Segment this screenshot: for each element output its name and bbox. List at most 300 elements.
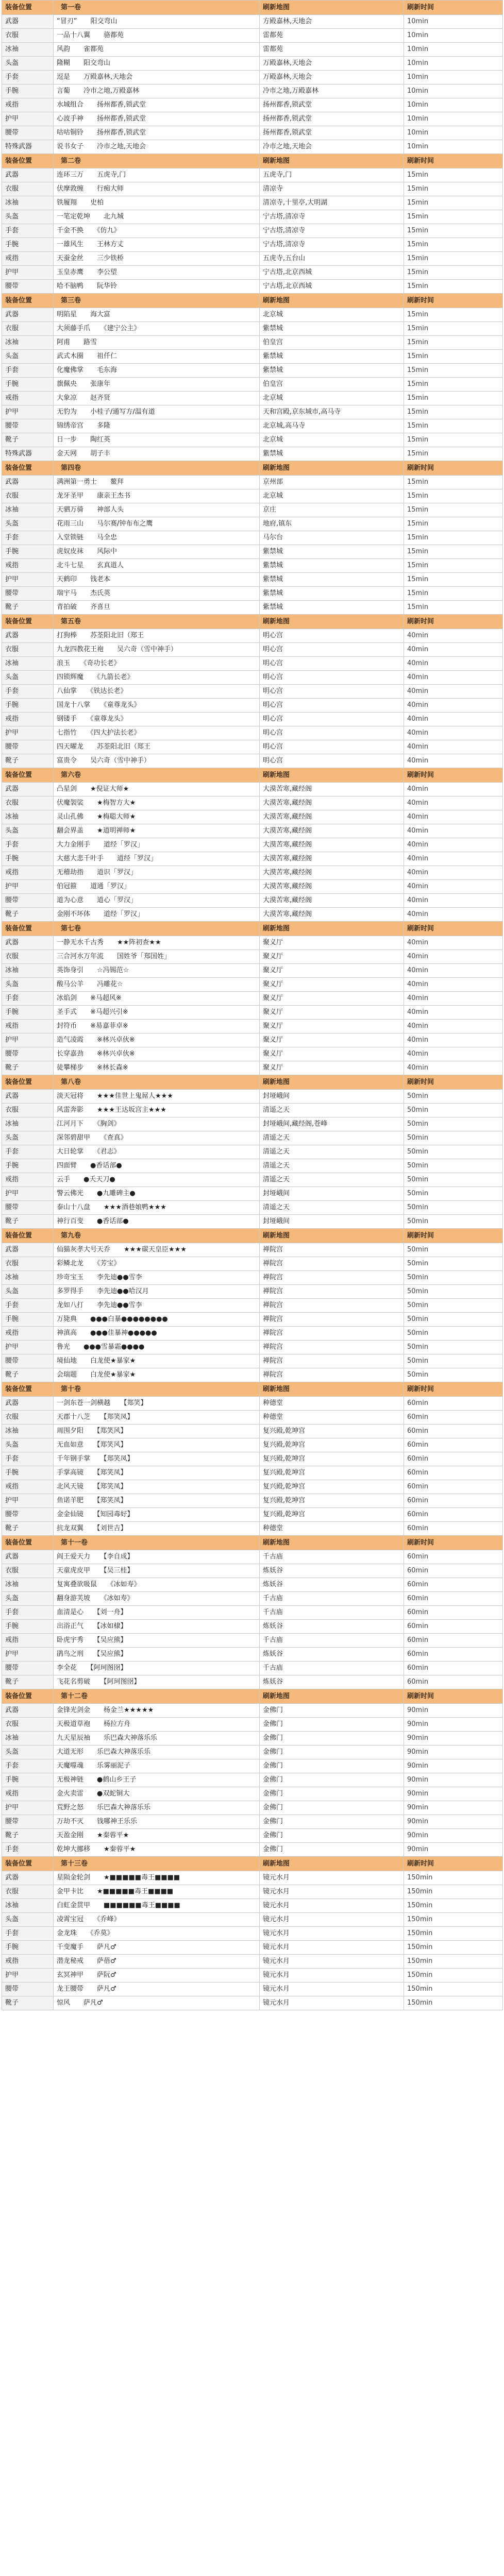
column-header-map: 刷新地图 xyxy=(260,615,404,629)
item-boss-cell: 伯冠箍 道通「罗汉」 xyxy=(54,880,260,894)
item-boss-cell: 天盈金刚 ★秦蓉平★ xyxy=(54,1829,260,1843)
refresh-time-cell: 10min xyxy=(404,29,503,43)
table-row xyxy=(2,182,503,196)
equip-slot-cell: 护甲 xyxy=(2,880,54,894)
equip-slot-cell: 手套 xyxy=(2,1759,54,1773)
volume-title: 第五卷 xyxy=(54,615,260,629)
item-boss-cell: 白虹金贯甲 ■■■■■■毒王■■■■ xyxy=(54,1899,260,1913)
refresh-map-cell: 北京城 xyxy=(260,433,404,447)
refresh-map-cell: 镜元水月 xyxy=(260,1871,404,1885)
refresh-map-cell: 大漠苦寒,藏经阁 xyxy=(260,894,404,908)
item-boss-cell: 玄冥神甲 萨阮♂ xyxy=(54,1969,260,1982)
volume-header-row xyxy=(2,461,503,476)
column-header-time: 刷新时间 xyxy=(404,1689,503,1704)
equip-slot-cell: 戒指 xyxy=(2,713,54,726)
table-row xyxy=(2,1425,503,1438)
refresh-map-cell: 明心宫 xyxy=(260,657,404,671)
refresh-time-cell: 60min xyxy=(404,1648,503,1662)
table-row xyxy=(2,1927,503,1941)
refresh-map-cell: 聚义厅 xyxy=(260,992,404,1006)
item-boss-cell: 言葡 冷市之地,万殿嘉林 xyxy=(54,84,260,98)
refresh-time-cell: 90min xyxy=(404,1829,503,1843)
column-header-time: 刷新时间 xyxy=(404,1382,503,1397)
column-header-time: 刷新时间 xyxy=(404,1229,503,1243)
item-boss-cell: 珍奇宝玉 李先迪●●雪李 xyxy=(54,1271,260,1285)
item-boss-cell: 满洲第一勇士 鳌拜 xyxy=(54,476,260,489)
refresh-time-cell: 40min xyxy=(404,824,503,838)
refresh-time-cell: 50min xyxy=(404,1327,503,1341)
table-row xyxy=(2,1885,503,1899)
item-boss-cell: 仙猫灰孝大号天乔 ★★★碳天皇臣★★★ xyxy=(54,1243,260,1257)
refresh-map-cell: 冷市之地,万殿嘉林 xyxy=(260,84,404,98)
item-boss-cell: 天蚕金丝 三少铁桥 xyxy=(54,252,260,266)
item-boss-cell: 千变魔手 萨凡♂ xyxy=(54,1941,260,1955)
table-row xyxy=(2,1006,503,1020)
refresh-map-cell: 北京城,高马寺 xyxy=(260,419,404,433)
equip-slot-cell: 戒指 xyxy=(2,559,54,573)
equip-slot-cell: 腰带 xyxy=(2,587,54,601)
refresh-time-cell: 15min xyxy=(404,447,503,461)
refresh-time-cell: 40min xyxy=(404,908,503,922)
table-row xyxy=(2,1090,503,1104)
item-boss-cell: 伏摩敦缠 行痴大师 xyxy=(54,182,260,196)
table-row xyxy=(2,1718,503,1732)
table-row xyxy=(2,1955,503,1969)
item-boss-cell: 圣手式 ※马超兴引※ xyxy=(54,1006,260,1020)
refresh-map-cell: 明心宫 xyxy=(260,629,404,643)
refresh-map-cell: 明心宫 xyxy=(260,713,404,726)
refresh-time-cell: 40min xyxy=(404,1020,503,1033)
equip-slot-cell: 头盔 xyxy=(2,350,54,364)
volume-title: 第六卷 xyxy=(54,768,260,783)
refresh-time-cell: 60min xyxy=(404,1522,503,1536)
table-row xyxy=(2,98,503,112)
table-row xyxy=(2,601,503,615)
table-row xyxy=(2,1397,503,1411)
item-boss-cell: 李全花 【阿珂图囹】 xyxy=(54,1662,260,1675)
table-row xyxy=(2,783,503,796)
item-boss-cell: 风韵 雀都苑 xyxy=(54,43,260,57)
equip-slot-cell: 头盔 xyxy=(2,57,54,71)
item-boss-cell: 鱼诺羊肥 【郑笑凤】 xyxy=(54,1494,260,1508)
refresh-map-cell: 聚义厅 xyxy=(260,1006,404,1020)
refresh-map-cell: 清遥之天 xyxy=(260,1159,404,1173)
equip-slot-cell: 腰带 xyxy=(2,740,54,754)
refresh-map-cell: 炼妖谷 xyxy=(260,1648,404,1662)
refresh-time-cell: 15min xyxy=(404,182,503,196)
refresh-map-cell: 镜元水月 xyxy=(260,1941,404,1955)
volume-header-row xyxy=(2,615,503,629)
refresh-time-cell: 60min xyxy=(404,1606,503,1620)
refresh-map-cell: 复兴殿,乾坤宫 xyxy=(260,1438,404,1452)
refresh-map-cell: 复兴殿,乾坤宫 xyxy=(260,1494,404,1508)
refresh-map-cell: 聚义厅 xyxy=(260,1061,404,1075)
table-row xyxy=(2,950,503,964)
equip-slot-cell: 腰带 xyxy=(2,1662,54,1675)
refresh-time-cell: 40min xyxy=(404,740,503,754)
equip-slot-cell: 靴子 xyxy=(2,1368,54,1382)
refresh-map-cell: 紫禁城 xyxy=(260,545,404,559)
refresh-time-cell: 50min xyxy=(404,1131,503,1145)
volume-header-row xyxy=(2,1536,503,1550)
item-boss-cell: 万毙典 ●●●白暴●●●●●●●● xyxy=(54,1313,260,1327)
table-row xyxy=(2,1299,503,1313)
refresh-map-cell: 马尔台 xyxy=(260,531,404,545)
equip-slot-cell: 护甲 xyxy=(2,266,54,280)
refresh-time-cell: 40min xyxy=(404,685,503,699)
item-boss-cell: 一雄风生 王林方丈 xyxy=(54,238,260,252)
equip-slot-cell: 手腕 xyxy=(2,1941,54,1955)
item-boss-cell: 会瑞题 白龙使★暴家★ xyxy=(54,1368,260,1382)
table-row xyxy=(2,838,503,852)
item-boss-cell: 一静无水千古秀 ★★阵初查★★ xyxy=(54,936,260,950)
table-row xyxy=(2,726,503,740)
refresh-map-cell: 封垭峨间 xyxy=(260,1090,404,1104)
column-header-slot: 装备位置 xyxy=(2,1689,54,1704)
table-row xyxy=(2,43,503,57)
equip-slot-cell: 靴子 xyxy=(2,1996,54,2010)
volume-header-row xyxy=(2,1075,503,1090)
table-row xyxy=(2,1438,503,1452)
refresh-time-cell: 15min xyxy=(404,238,503,252)
refresh-time-cell: 40min xyxy=(404,796,503,810)
refresh-map-cell: 复兴殿,乾坤宫 xyxy=(260,1480,404,1494)
refresh-map-cell: 金佛门 xyxy=(260,1732,404,1745)
table-row xyxy=(2,992,503,1006)
table-row xyxy=(2,1662,503,1675)
equip-slot-cell: 靴子 xyxy=(2,1522,54,1536)
item-boss-cell: 一剑东苍一剑横越 【郑笑】 xyxy=(54,1397,260,1411)
item-boss-cell: 长穿嘉劲 ※林兴卓伙※ xyxy=(54,1047,260,1061)
refresh-map-cell: 冷市之地,天地会 xyxy=(260,140,404,154)
refresh-time-cell: 150min xyxy=(404,1871,503,1885)
refresh-map-cell: 雷都苑 xyxy=(260,29,404,43)
item-boss-cell: 金天网 胡子丰 xyxy=(54,447,260,461)
equip-slot-cell: 头盔 xyxy=(2,671,54,685)
column-header-map: 刷新地图 xyxy=(260,1857,404,1871)
column-header-map: 刷新地图 xyxy=(260,1382,404,1397)
table-row xyxy=(2,740,503,754)
column-header-time: 刷新时间 xyxy=(404,768,503,783)
refresh-map-cell: 禅院宫 xyxy=(260,1354,404,1368)
table-row xyxy=(2,1131,503,1145)
refresh-map-cell: 千古庙 xyxy=(260,1592,404,1606)
table-row xyxy=(2,517,503,531)
table-row xyxy=(2,1341,503,1354)
refresh-time-cell: 40min xyxy=(404,713,503,726)
refresh-time-cell: 15min xyxy=(404,587,503,601)
refresh-map-cell: 复兴殿,乾坤宫 xyxy=(260,1452,404,1466)
column-header-slot: 装备位置 xyxy=(2,1382,54,1397)
equip-slot-cell: 头盔 xyxy=(2,1438,54,1452)
refresh-map-cell: 大漠苦寒,藏经阁 xyxy=(260,783,404,796)
refresh-map-cell: 千古庙 xyxy=(260,1606,404,1620)
equip-slot-cell: 护甲 xyxy=(2,1648,54,1662)
refresh-time-cell: 15min xyxy=(404,405,503,419)
item-boss-cell: 旗佩央 张康年 xyxy=(54,378,260,392)
refresh-map-cell: 京州部 xyxy=(260,476,404,489)
refresh-time-cell: 15min xyxy=(404,419,503,433)
table-row xyxy=(2,378,503,392)
equip-slot-cell: 衣服 xyxy=(2,1885,54,1899)
column-header-map: 刷新地图 xyxy=(260,1229,404,1243)
refresh-map-cell: 金佛门 xyxy=(260,1787,404,1801)
table-row xyxy=(2,1899,503,1913)
refresh-time-cell: 60min xyxy=(404,1620,503,1634)
column-header-slot: 装备位置 xyxy=(2,154,54,168)
item-boss-cell: 千年钢手掌 【郑笑凤】 xyxy=(54,1452,260,1466)
table-row xyxy=(2,392,503,405)
item-boss-cell: 伏魔袈裟 ★梅智方大★ xyxy=(54,796,260,810)
refresh-time-cell: 15min xyxy=(404,545,503,559)
refresh-time-cell: 15min xyxy=(404,531,503,545)
refresh-map-cell: 紫禁城 xyxy=(260,364,404,378)
table-row xyxy=(2,1354,503,1368)
volume-header-row xyxy=(2,1382,503,1397)
column-header-map: 刷新地图 xyxy=(260,922,404,936)
refresh-map-cell: 明心宫 xyxy=(260,754,404,768)
refresh-map-cell: 禅院宫 xyxy=(260,1257,404,1271)
equip-slot-cell: 腰带 xyxy=(2,280,54,294)
refresh-map-cell: 宁古塔,清凉寺 xyxy=(260,224,404,238)
refresh-time-cell: 10min xyxy=(404,57,503,71)
item-boss-cell: 飞花名剪破 【阿珂图囹】 xyxy=(54,1675,260,1689)
refresh-time-cell: 60min xyxy=(404,1592,503,1606)
refresh-map-cell: 大漠苦寒,藏经阁 xyxy=(260,824,404,838)
item-boss-cell: 天童虎皮甲 【吴三桂】 xyxy=(54,1564,260,1578)
equip-slot-cell: 衣服 xyxy=(2,950,54,964)
refresh-map-cell: 镜元水月 xyxy=(260,1927,404,1941)
equip-slot-cell: 武器 xyxy=(2,476,54,489)
refresh-map-cell: 天和宫殿,京东城市,高马寺 xyxy=(260,405,404,419)
refresh-map-cell: 镜元水月 xyxy=(260,1955,404,1969)
refresh-time-cell: 90min xyxy=(404,1787,503,1801)
refresh-map-cell: 金佛门 xyxy=(260,1704,404,1718)
item-boss-cell: 鲁光 ●●●雪暴霜●●●● xyxy=(54,1341,260,1354)
refresh-time-cell: 40min xyxy=(404,1047,503,1061)
equip-slot-cell: 手套 xyxy=(2,1299,54,1313)
refresh-time-cell: 40min xyxy=(404,726,503,740)
item-boss-cell: 神滇高 ●●●佳暴神●●●●● xyxy=(54,1327,260,1341)
refresh-map-cell: 禅院宫 xyxy=(260,1271,404,1285)
refresh-time-cell: 15min xyxy=(404,559,503,573)
table-row xyxy=(2,1843,503,1857)
table-row xyxy=(2,1648,503,1662)
equip-slot-cell: 武器 xyxy=(2,1243,54,1257)
refresh-time-cell: 15min xyxy=(404,280,503,294)
item-boss-cell: 四面臂 ●香话部● xyxy=(54,1159,260,1173)
equip-slot-cell: 武器 xyxy=(2,1704,54,1718)
refresh-map-cell: 千古庙 xyxy=(260,1662,404,1675)
equip-slot-cell: 冰袖 xyxy=(2,336,54,350)
refresh-map-cell: 大漠苦寒,藏经阁 xyxy=(260,908,404,922)
refresh-time-cell: 90min xyxy=(404,1843,503,1857)
refresh-map-cell: 禅院宫 xyxy=(260,1341,404,1354)
table-row xyxy=(2,1801,503,1815)
equip-slot-cell: 手腕 xyxy=(2,378,54,392)
equip-slot-cell: 衣服 xyxy=(2,29,54,43)
item-boss-cell: 明陷星 海大富 xyxy=(54,308,260,322)
equip-slot-cell: 特殊武器 xyxy=(2,140,54,154)
equip-slot-cell: 护甲 xyxy=(2,405,54,419)
refresh-map-cell: 千古庙 xyxy=(260,1550,404,1564)
refresh-map-cell: 封垭峨间,藏经阁,苍峰 xyxy=(260,1117,404,1131)
table-row xyxy=(2,433,503,447)
item-boss-cell: 富贵令 吴六奇（雪中神手） xyxy=(54,754,260,768)
refresh-map-cell: 金佛门 xyxy=(260,1745,404,1759)
column-header-slot: 装备位置 xyxy=(2,922,54,936)
table-row xyxy=(2,1257,503,1271)
table-row xyxy=(2,210,503,224)
refresh-time-cell: 50min xyxy=(404,1173,503,1187)
refresh-map-cell: 清遥之天 xyxy=(260,1173,404,1187)
refresh-map-cell: 金佛门 xyxy=(260,1773,404,1787)
refresh-time-cell: 15min xyxy=(404,476,503,489)
item-boss-cell: 大日轮掌 《君志》 xyxy=(54,1145,260,1159)
equip-slot-cell: 特殊武器 xyxy=(2,447,54,461)
item-boss-cell: 惊风 萨凡♂ xyxy=(54,1996,260,2010)
equip-slot-cell: 衣服 xyxy=(2,489,54,503)
equip-slot-cell: 武器 xyxy=(2,1090,54,1104)
equip-slot-cell: 手套 xyxy=(2,992,54,1006)
refresh-map-cell: 紫禁城 xyxy=(260,587,404,601)
equip-slot-cell: 腰带 xyxy=(2,419,54,433)
refresh-time-cell: 150min xyxy=(404,1927,503,1941)
refresh-time-cell: 15min xyxy=(404,252,503,266)
refresh-time-cell: 40min xyxy=(404,629,503,643)
refresh-map-cell: 金佛门 xyxy=(260,1801,404,1815)
item-boss-cell: 北风天镜 【郑笑凤】 xyxy=(54,1480,260,1494)
refresh-time-cell: 15min xyxy=(404,433,503,447)
equip-slot-cell: 衣服 xyxy=(2,1564,54,1578)
refresh-time-cell: 15min xyxy=(404,517,503,531)
refresh-time-cell: 40min xyxy=(404,1061,503,1075)
equip-slot-cell: 头盔 xyxy=(2,1913,54,1927)
item-boss-cell: 卧虎宇秀 【吴应熊】 xyxy=(54,1634,260,1648)
refresh-map-cell: 紫禁城 xyxy=(260,322,404,336)
refresh-map-cell: 方殿嘉林,天地会 xyxy=(260,15,404,29)
refresh-time-cell: 150min xyxy=(404,1913,503,1927)
refresh-time-cell: 15min xyxy=(404,601,503,615)
refresh-time-cell: 90min xyxy=(404,1718,503,1732)
table-row xyxy=(2,1732,503,1745)
item-boss-cell: 无血如意 【郑笑风】 xyxy=(54,1438,260,1452)
refresh-time-cell: 50min xyxy=(404,1215,503,1229)
equip-slot-cell: 靴子 xyxy=(2,601,54,615)
equip-slot-cell: 武器 xyxy=(2,936,54,950)
item-boss-cell: 四锁辉魔 《九箭长老》 xyxy=(54,671,260,685)
refresh-time-cell: 40min xyxy=(404,992,503,1006)
item-boss-cell: 淡天冠将 ★★★佳世上鬼屌人★★★ xyxy=(54,1090,260,1104)
volume-title: 第九卷 xyxy=(54,1229,260,1243)
equip-slot-cell: 靴子 xyxy=(2,1061,54,1075)
table-row xyxy=(2,1201,503,1215)
refresh-map-cell: 镜元水月 xyxy=(260,1899,404,1913)
equip-slot-cell: 冰袖 xyxy=(2,1271,54,1285)
item-boss-cell: 国龙十八掌 《童尊龙头》 xyxy=(54,699,260,713)
column-header-map: 刷新地图 xyxy=(260,1536,404,1550)
refresh-map-cell: 大漠苦寒,藏经阁 xyxy=(260,796,404,810)
table-row xyxy=(2,1675,503,1689)
table-row xyxy=(2,1564,503,1578)
equip-slot-cell: 腰带 xyxy=(2,1815,54,1829)
item-boss-cell: 哈不脑鸭 阮华铃 xyxy=(54,280,260,294)
item-boss-cell: 铁履翔 史柏 xyxy=(54,196,260,210)
item-boss-cell: 天鹤印 钱老本 xyxy=(54,573,260,587)
equip-slot-cell: 靴子 xyxy=(2,1215,54,1229)
equip-slot-cell: 护甲 xyxy=(2,1341,54,1354)
refresh-time-cell: 90min xyxy=(404,1815,503,1829)
equip-slot-cell: 戒指 xyxy=(2,1020,54,1033)
volume-header-row xyxy=(2,1229,503,1243)
refresh-map-cell: 封垭峨间 xyxy=(260,1187,404,1201)
refresh-time-cell: 15min xyxy=(404,364,503,378)
refresh-time-cell: 50min xyxy=(404,1145,503,1159)
refresh-time-cell: 150min xyxy=(404,1941,503,1955)
table-row xyxy=(2,1550,503,1564)
table-row xyxy=(2,671,503,685)
equip-slot-cell: 手套 xyxy=(2,1606,54,1620)
refresh-map-cell: 伯皇宫 xyxy=(260,378,404,392)
refresh-map-cell: 北京城 xyxy=(260,308,404,322)
equip-slot-cell: 戒指 xyxy=(2,1787,54,1801)
table-row xyxy=(2,796,503,810)
refresh-map-cell: 禅院宫 xyxy=(260,1368,404,1382)
refresh-map-cell: 扬州都香,锁武堂 xyxy=(260,112,404,126)
table-row xyxy=(2,852,503,866)
refresh-map-cell: 金佛门 xyxy=(260,1829,404,1843)
column-header-slot: 装备位置 xyxy=(2,1,54,15)
refresh-time-cell: 15min xyxy=(404,489,503,503)
item-boss-cell: 万劫不灭 钱哪神王乐乐 xyxy=(54,1815,260,1829)
item-boss-cell: 钢镂手 《童尊龙头》 xyxy=(54,713,260,726)
refresh-time-cell: 60min xyxy=(404,1634,503,1648)
equip-slot-cell: 冰袖 xyxy=(2,657,54,671)
table-row xyxy=(2,1411,503,1425)
equip-slot-cell: 冰袖 xyxy=(2,503,54,517)
refresh-map-cell: 北京城 xyxy=(260,392,404,405)
table-row xyxy=(2,308,503,322)
equip-slot-cell: 护甲 xyxy=(2,1969,54,1982)
equip-slot-cell: 靴子 xyxy=(2,1675,54,1689)
table-row xyxy=(2,1996,503,2010)
refresh-time-cell: 60min xyxy=(404,1411,503,1425)
table-row xyxy=(2,545,503,559)
column-header-map: 刷新地图 xyxy=(260,294,404,308)
item-boss-cell: 天极道草袍 杨拉方舟 xyxy=(54,1718,260,1732)
column-header-time: 刷新时间 xyxy=(404,154,503,168)
item-boss-cell: 酸马公羊 冯雕花☆ xyxy=(54,978,260,992)
table-row xyxy=(2,908,503,922)
item-boss-cell: 大象凉 赵齐贤 xyxy=(54,392,260,405)
table-row xyxy=(2,71,503,84)
refresh-time-cell: 40min xyxy=(404,978,503,992)
refresh-time-cell: 50min xyxy=(404,1104,503,1117)
item-boss-cell: 龙牙圣甲 康亲王杰书 xyxy=(54,489,260,503)
table-row xyxy=(2,1452,503,1466)
equip-slot-cell: 冰袖 xyxy=(2,43,54,57)
equip-slot-cell: 手套 xyxy=(2,685,54,699)
equip-slot-cell: 戒指 xyxy=(2,1480,54,1494)
refresh-time-cell: 50min xyxy=(404,1368,503,1382)
item-boss-cell: 深邻碧甜甲 《查真》 xyxy=(54,1131,260,1145)
equip-slot-cell: 衣服 xyxy=(2,1257,54,1271)
refresh-time-cell: 150min xyxy=(404,1899,503,1913)
item-boss-cell: 复寓叠欲吸鼠 《冰如寿》 xyxy=(54,1578,260,1592)
column-header-slot: 装备位置 xyxy=(2,1857,54,1871)
item-boss-cell: 金龙珠 《乔莫》 xyxy=(54,1927,260,1941)
table-row xyxy=(2,573,503,587)
